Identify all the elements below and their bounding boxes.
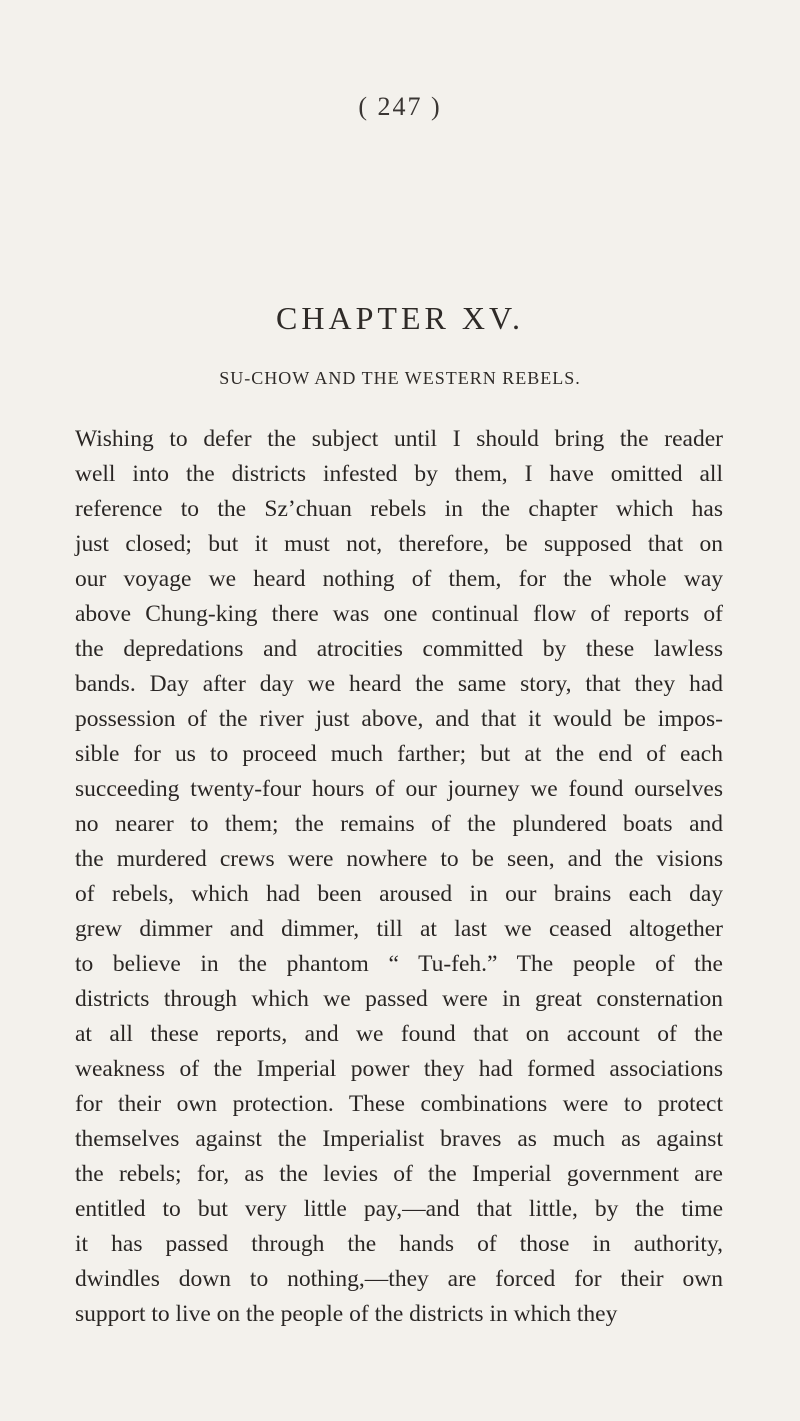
text-line: the depredations and atrocities committed by these lawless [75, 636, 723, 662]
text-line: grew dimmer and dimmer, till at last we ceased altogether [75, 916, 723, 942]
text-line: above Chung-king there was one continual flow of reports of [75, 601, 723, 627]
text-line: districts through which we passed were in great consternation [75, 986, 723, 1012]
text-line: to believe in the phantom “ Tu-feh.” The people of the [75, 951, 723, 977]
text-line: themselves against the Imperialist braves as much as against [75, 1126, 723, 1152]
text-line: of rebels, which had been aroused in our brains each day [75, 881, 723, 907]
chapter-title: CHAPTER XV. [276, 300, 524, 336]
text-line: for their own protection. These combinations were to protect [75, 1091, 723, 1117]
chapter-subtitle: SU-CHOW AND THE WESTERN REBELS. [219, 368, 581, 388]
text-line: dwindles down to nothing,—they are forced for their own [75, 1266, 723, 1292]
text-line: the rebels; for, as the levies of the Imperial government are [75, 1161, 723, 1187]
text-line: it has passed through the hands of those in authority, [75, 1231, 723, 1257]
text-line: our voyage we heard nothing of them, for the whole way [75, 566, 723, 592]
text-line: just closed; but it must not, therefore, be supposed that on [75, 531, 723, 557]
text-line: weakness of the Imperial power they had formed associations [75, 1056, 723, 1082]
body-paragraph [75, 422, 723, 1332]
text-line: succeeding twenty-four hours of our journey we found ourselves [75, 776, 723, 802]
text-line: at all these reports, and we found that on account of the [75, 1021, 723, 1047]
page-number: ( 247 ) [358, 92, 442, 121]
text-line: entitled to but very little pay,—and that little, by the time [75, 1196, 723, 1222]
text-line: sible for us to proceed much farther; but at the end of each [75, 741, 723, 767]
text-line: no nearer to them; the remains of the plundered boats and [75, 811, 723, 837]
text-line: bands. Day after day we heard the same story, that they had [75, 671, 723, 697]
text-line: support to live on the people of the districts in which they [75, 1301, 618, 1327]
text-line: the murdered crews were nowhere to be seen, and the visions [75, 846, 723, 872]
text-line: reference to the Sz’chuan rebels in the chapter which has [75, 496, 723, 522]
text-line: well into the districts infested by them, I have omitted all [75, 461, 723, 487]
text-line: possession of the river just above, and that it would be impos- [75, 706, 723, 732]
text-line: Wishing to defer the subject until I should bring the reader [75, 426, 723, 452]
